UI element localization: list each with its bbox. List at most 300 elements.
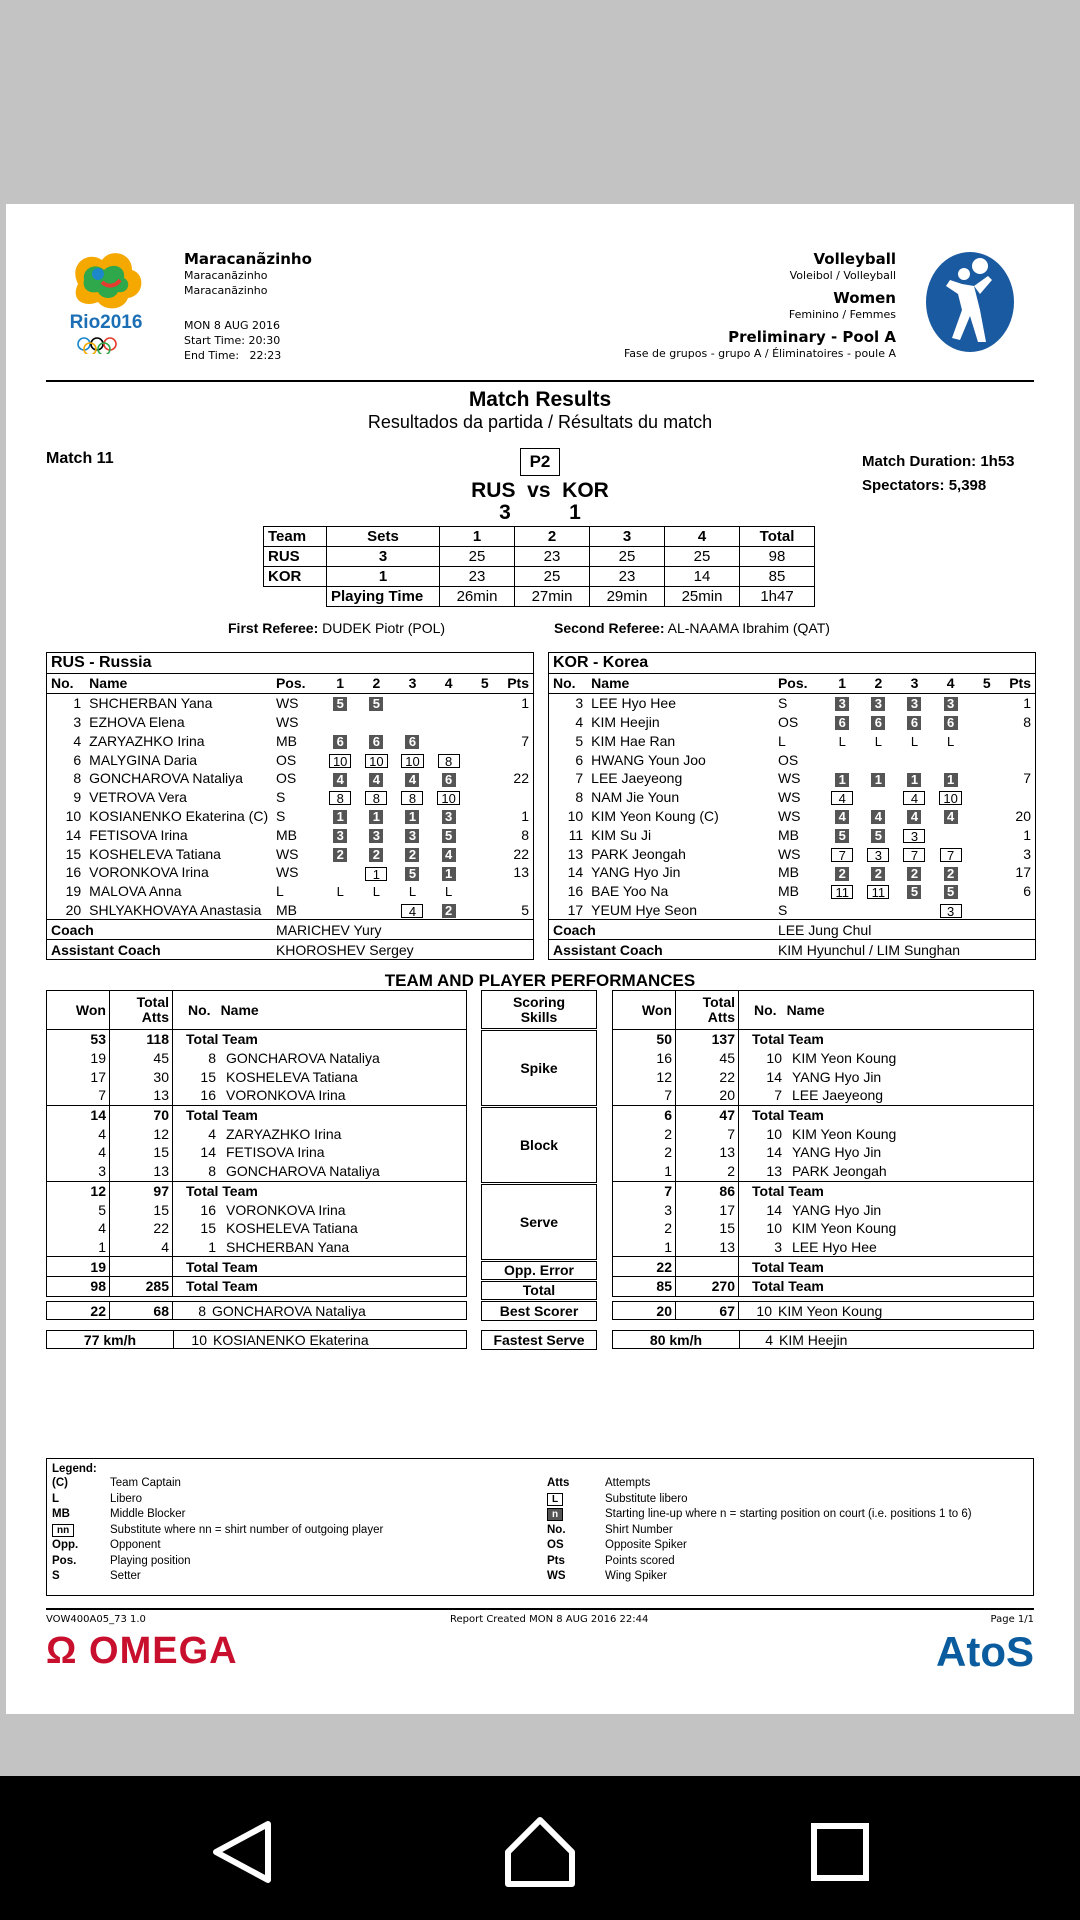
performance-row	[47, 1105, 467, 1124]
legend-desc: Libero	[110, 1492, 142, 1505]
set-lineup-cell	[933, 731, 969, 750]
match-times	[184, 318, 312, 363]
player-name: VORONKOVA Irina	[226, 1201, 346, 1218]
rio2016-logo-icon	[58, 244, 154, 354]
best-atts: 67	[676, 1302, 739, 1320]
player-name: Total Team	[186, 1278, 258, 1295]
coach-row	[549, 920, 1035, 940]
player-name: Total Team	[186, 1258, 258, 1275]
set-lineup-cell	[394, 788, 430, 807]
player-row	[47, 750, 533, 769]
lineup-mark: 10	[939, 791, 961, 805]
player-row	[47, 769, 533, 788]
won-value: 4	[47, 1143, 110, 1162]
roster-header-cell: 5	[969, 674, 1005, 693]
lineup-mark: 6	[944, 716, 958, 730]
scoring-skills-header	[481, 990, 597, 1029]
venue-name-pt: Maracanãzinho	[184, 269, 268, 282]
set-lineup-cell	[322, 901, 358, 920]
player-name: Total Team	[186, 1182, 258, 1199]
set-lineup-cell	[358, 693, 394, 712]
roster-title: KOR - Korea	[549, 653, 1035, 674]
set-lineup-cell	[824, 693, 860, 712]
atts-value: 13	[110, 1086, 173, 1105]
match-duration: Match Duration: 1h53	[862, 453, 1015, 470]
lineup-mark: 5	[907, 885, 921, 899]
set-lineup-cell	[394, 731, 430, 750]
atts-value: 45	[110, 1049, 173, 1068]
player-name: VETROVA Vera	[89, 789, 187, 806]
player-name: LEE Jaeyeong	[792, 1087, 884, 1104]
set-lineup-cell	[322, 788, 358, 807]
atts-value: 17	[676, 1200, 739, 1219]
performance-row	[613, 1105, 1034, 1124]
set-lineup-cell	[933, 901, 969, 920]
header-rule	[46, 380, 1034, 382]
player-cell	[173, 1086, 467, 1105]
player-cell	[173, 1030, 467, 1049]
player-name: Total Team	[752, 1182, 824, 1199]
legend-key	[547, 1508, 563, 1521]
lineup-mark: 2	[871, 867, 885, 881]
lineup-mark: L	[372, 884, 380, 900]
lineup-mark: 8	[438, 754, 460, 768]
performance-row	[47, 1238, 467, 1257]
lineup-mark: 1	[442, 867, 456, 881]
set-lineup-cell	[860, 769, 896, 788]
legend-desc: Middle Blocker	[110, 1508, 186, 1520]
roster-table	[47, 674, 533, 959]
recent-apps-icon[interactable]	[800, 1812, 880, 1892]
player-number: 4	[73, 732, 82, 749]
player-row	[47, 713, 533, 732]
home-icon[interactable]	[500, 1812, 580, 1892]
legend-desc: Substitute libero	[605, 1492, 688, 1505]
coach-name: LEE Jung Chul	[778, 920, 1035, 940]
performance-row	[47, 1143, 467, 1162]
atts-value	[110, 1257, 173, 1277]
player-number: 7	[774, 1087, 782, 1104]
performance-row	[47, 1276, 467, 1296]
player-cell	[739, 1162, 1034, 1181]
legend-desc: Team Captain	[110, 1477, 181, 1489]
time-cell: 1h47	[740, 587, 815, 607]
won-value: 3	[613, 1200, 676, 1219]
match-date: MON 8 AUG 2016	[184, 319, 280, 332]
set-lineup-cell	[824, 807, 860, 826]
player-name: ZARYAZHKO Irina	[89, 732, 205, 749]
player-name: KOSHELEVA Tatiana	[89, 845, 221, 862]
won-value: 1	[613, 1238, 676, 1257]
report-title	[46, 388, 1034, 433]
roster-header-cell: Pts	[503, 674, 533, 693]
player-name: Total Team	[186, 1031, 258, 1048]
player-number: 15	[200, 1068, 216, 1085]
lineup-mark: 5	[369, 697, 383, 711]
set-lineup-cell	[933, 769, 969, 788]
lineup-mark: 5	[442, 829, 456, 843]
volleyball-pictogram-icon	[924, 250, 1016, 354]
player-row	[549, 731, 1035, 750]
roster-header-cell: No.	[549, 674, 591, 693]
player-name: MALOVA Anna	[89, 883, 182, 900]
no-name-header	[173, 991, 467, 1030]
player-cell	[173, 1049, 467, 1068]
player-position: WS	[275, 713, 299, 730]
set-lineup-cell	[322, 844, 358, 863]
skills-label-1: Scoring	[512, 993, 566, 1010]
player-number: 10	[567, 807, 584, 824]
legend-key: No.	[547, 1523, 566, 1536]
empty-cell	[264, 587, 327, 607]
lineup-mark: 2	[369, 848, 383, 862]
player-position: OS	[275, 770, 297, 787]
roster-header-cell: Pts	[1005, 674, 1035, 693]
player-number: 13	[567, 845, 584, 862]
scoreline	[46, 480, 1034, 524]
lineup-mark: 4	[405, 773, 419, 787]
coach-row	[47, 920, 533, 940]
venue-block	[184, 250, 312, 363]
total-label: Total	[136, 994, 169, 1010]
set-lineup-cell	[824, 844, 860, 863]
player-name: SHLYAKHOVAYA Anastasia	[89, 901, 262, 918]
set-lineup-cell	[896, 844, 932, 863]
lineup-mark: 2	[405, 848, 419, 862]
legend-desc: Setter	[110, 1570, 141, 1582]
set-lineup-cell	[860, 713, 896, 732]
player-number: 6	[575, 751, 584, 768]
won-value: 2	[613, 1143, 676, 1162]
set-lineup-cell	[896, 807, 932, 826]
player-name: FETISOVA Irina	[89, 826, 188, 843]
performance-row	[613, 1162, 1034, 1181]
player-name: KIM Yeon Koung	[792, 1125, 897, 1142]
lineup-mark: 2	[835, 867, 849, 881]
set-lineup-cell	[322, 807, 358, 826]
player-number: 9	[73, 789, 82, 806]
player-number: 10	[766, 1125, 782, 1142]
player-cell	[173, 1124, 467, 1143]
player-points: 1	[521, 807, 529, 824]
lineup-mark: 3	[907, 697, 921, 711]
player-position: WS	[777, 770, 801, 787]
header-cell: 3	[590, 527, 665, 547]
performance-row	[613, 1181, 1034, 1200]
player-cell	[173, 1067, 467, 1086]
set-lineup-cell	[467, 769, 503, 788]
player-number: 5	[575, 732, 584, 749]
coach-name: MARICHEV Yury	[276, 920, 533, 940]
player-cell	[739, 1086, 1034, 1105]
player-number: 16	[567, 883, 584, 900]
player-name: LEE Hyo Hee	[591, 695, 676, 712]
player-number: 1	[208, 1238, 216, 1255]
sets-line: 3 1	[499, 501, 581, 524]
set-lineup-cell	[431, 750, 467, 769]
set-lineup-cell	[896, 731, 932, 750]
legend-key: Pts	[547, 1554, 565, 1567]
roster-header-cell: 4	[431, 674, 467, 693]
set-lineup-cell	[860, 807, 896, 826]
player-name: KOSIANENKO Ekaterina (C)	[89, 807, 269, 824]
player-number: 20	[65, 901, 82, 918]
best-scorer-kor	[612, 1301, 1034, 1320]
skill-block: Block	[481, 1107, 597, 1183]
lineup-mark: L	[336, 884, 344, 900]
player-name: GONCHAROVA Nataliya	[89, 770, 243, 787]
lineup-mark: 7	[903, 848, 925, 862]
lineup-mark: 3	[333, 829, 347, 843]
legend-desc: Wing Spiker	[605, 1570, 667, 1582]
total-cell: 85	[740, 567, 815, 587]
won-value: 12	[613, 1067, 676, 1086]
set-lineup-cell	[358, 863, 394, 882]
legend-key	[547, 1493, 563, 1506]
roster-header-cell: Name	[591, 674, 778, 693]
set-lineup-cell	[467, 825, 503, 844]
atts-value: 13	[676, 1143, 739, 1162]
lineup-mark: 1	[944, 773, 958, 787]
player-position: MB	[275, 901, 297, 918]
legend-desc: Starting line-up where n = starting position on court (i.e. positions 1 to 6)	[605, 1508, 972, 1520]
player-number: 8	[208, 1050, 216, 1067]
performance-row	[613, 1200, 1034, 1219]
roster-header-cell: Pos.	[778, 674, 824, 693]
won-value: 85	[613, 1276, 676, 1296]
best-name: GONCHAROVA Nataliya	[209, 1302, 467, 1320]
legend-key: Opp.	[52, 1539, 79, 1551]
player-position: MB	[275, 826, 297, 843]
lineup-mark: 10	[401, 754, 423, 768]
performance-row	[47, 1181, 467, 1200]
team-cell: KOR	[264, 567, 327, 587]
lineup-mark: 8	[365, 791, 387, 805]
score-cell: 23	[515, 547, 590, 567]
set-lineup-cell	[969, 693, 1005, 712]
player-name: FETISOVA Irina	[226, 1144, 325, 1161]
score-cell: 25	[440, 547, 515, 567]
lineup-mark: 10	[437, 791, 459, 805]
won-value: 7	[47, 1086, 110, 1105]
set-lineup-cell	[358, 844, 394, 863]
lineup-mark: 4	[333, 773, 347, 787]
won-value: 6	[613, 1105, 676, 1124]
player-number: 8	[575, 789, 584, 806]
set-lineup-cell	[860, 844, 896, 863]
won-value: 5	[47, 1200, 110, 1219]
player-cell	[173, 1257, 467, 1277]
roster-table	[549, 674, 1035, 959]
atts-value: 97	[110, 1181, 173, 1200]
player-name: HWANG Youn Joo	[591, 751, 706, 768]
set-lineup-cell	[824, 825, 860, 844]
lineup-mark: 3	[369, 829, 383, 843]
won-value: 53	[47, 1030, 110, 1049]
legend-desc: Points scored	[605, 1554, 675, 1567]
set-lineup-cell	[860, 901, 896, 920]
teams-line: RUS vs KOR	[471, 479, 609, 502]
serve-speed: 77 km/h	[47, 1331, 174, 1349]
player-position: WS	[275, 845, 299, 862]
won-value: 2	[613, 1124, 676, 1143]
performance-row	[613, 1030, 1034, 1049]
player-row	[47, 807, 533, 826]
player-name: Total Team	[186, 1107, 258, 1124]
won-value: 14	[47, 1105, 110, 1124]
player-position: L	[275, 883, 284, 900]
lineup-mark: 5	[944, 885, 958, 899]
set-lineup-cell	[431, 713, 467, 732]
player-points: 7	[1023, 770, 1031, 787]
roster-header-cell: 5	[467, 674, 503, 693]
player-cell	[739, 1276, 1034, 1296]
lineup-mark: 3	[903, 829, 925, 843]
no-label: No.	[754, 1001, 777, 1018]
player-points: 1	[1023, 826, 1031, 843]
lineup-mark: 7	[831, 848, 853, 862]
coach-label: Assistant Coach	[549, 940, 778, 959]
player-name: YANG Hyo Jin	[792, 1201, 882, 1218]
set-lineup-cell	[896, 713, 932, 732]
set-lineup-cell	[824, 901, 860, 920]
player-name: Total Team	[752, 1107, 824, 1124]
player-row	[549, 807, 1035, 826]
legend-key: S	[52, 1570, 60, 1582]
header-cell: Total	[740, 527, 815, 547]
fastest-serve-rus	[46, 1330, 467, 1349]
player-number: 13	[766, 1163, 782, 1180]
player-row	[549, 863, 1035, 882]
player-cell	[739, 1143, 1034, 1162]
set-lineup-cell	[431, 825, 467, 844]
assistant-coach-row	[47, 940, 533, 959]
sport-name: Volleyball	[813, 250, 896, 268]
legend-desc: Playing position	[110, 1554, 191, 1567]
set-lineup-cell	[933, 693, 969, 712]
set-lineup-cell	[431, 844, 467, 863]
lineup-mark: 1	[365, 867, 387, 881]
set-lineup-cell	[969, 750, 1005, 769]
performance-row	[47, 1030, 467, 1049]
player-row	[47, 788, 533, 807]
player-cell	[739, 1257, 1034, 1277]
player-points: 1	[1023, 695, 1031, 712]
set-lineup-cell	[933, 825, 969, 844]
best-atts: 68	[110, 1302, 173, 1320]
set-lineup-cell	[860, 825, 896, 844]
set-lineup-cell	[824, 713, 860, 732]
player-position: WS	[777, 789, 801, 806]
won-value: 17	[47, 1067, 110, 1086]
set-lineup-cell	[358, 750, 394, 769]
atts-value: 70	[110, 1105, 173, 1124]
player-number: 15	[200, 1220, 216, 1237]
player-row	[47, 882, 533, 901]
player-number: 10	[766, 1220, 782, 1237]
player-points	[1005, 788, 1035, 807]
player-name: KIM Yeon Koung	[792, 1220, 897, 1237]
legend-key	[52, 1524, 74, 1537]
set-lineup-cell	[896, 750, 932, 769]
player-cell	[739, 1030, 1034, 1049]
set-lineup-cell	[933, 882, 969, 901]
set-lineup-cell	[467, 901, 503, 920]
won-value: 50	[613, 1030, 676, 1049]
set-lineup-cell	[431, 693, 467, 712]
player-position: WS	[275, 864, 299, 881]
performances-kor	[612, 990, 1034, 1297]
lineup-mark: 4	[944, 810, 958, 824]
set-lineup-cell	[358, 807, 394, 826]
sport-name-sub: Voleibol / Volleyball	[789, 269, 896, 282]
atts-value: 270	[676, 1276, 739, 1296]
lineup-mark: 5	[333, 697, 347, 711]
player-row	[549, 844, 1035, 863]
set-lineup-cell	[467, 807, 503, 826]
won-header: Won	[47, 991, 110, 1030]
won-value: 2	[613, 1219, 676, 1238]
player-number: 16	[65, 864, 82, 881]
roster-header-cell: 3	[394, 674, 430, 693]
player-name: KOSHELEVA Tatiana	[226, 1068, 358, 1085]
player-cell	[739, 1181, 1034, 1200]
performance-row	[613, 1124, 1034, 1143]
set-lineup-cell	[933, 863, 969, 882]
back-icon[interactable]	[202, 1812, 282, 1892]
set-lineup-cell	[322, 882, 358, 901]
won-value: 4	[47, 1219, 110, 1238]
lineup-mark: 7	[940, 848, 962, 862]
time-cell: 25min	[665, 587, 740, 607]
score-cell: 25	[665, 547, 740, 567]
lineup-mark: 2	[907, 867, 921, 881]
gender: Women	[833, 289, 896, 307]
atts-value: 45	[676, 1049, 739, 1068]
player-name: Total Team	[752, 1278, 824, 1295]
coach-name: KHOROSHEV Sergey	[276, 940, 533, 959]
set-lineup-cell	[969, 731, 1005, 750]
player-row	[549, 825, 1035, 844]
lineup-mark: 5	[871, 829, 885, 843]
player-number: 14	[567, 864, 584, 881]
fastest-serve-label: Fastest Serve	[481, 1330, 597, 1350]
performance-row	[613, 1257, 1034, 1277]
lineup-mark: 10	[329, 754, 351, 768]
lineup-mark: 6	[369, 735, 383, 749]
set-lineup-cell	[467, 693, 503, 712]
player-number: 14	[65, 826, 82, 843]
set-lineup-cell	[394, 713, 430, 732]
player-points	[503, 882, 533, 901]
skill-spike: Spike	[481, 1030, 597, 1106]
header-cell: 2	[515, 527, 590, 547]
player-name: YANG Hyo Jin	[792, 1068, 882, 1085]
set-lineup-cell	[969, 901, 1005, 920]
lineup-mark: 1	[369, 810, 383, 824]
atts-value: 86	[676, 1181, 739, 1200]
set-lineup-cell	[431, 901, 467, 920]
performance-row	[613, 1219, 1034, 1238]
lineup-mark: 1	[871, 773, 885, 787]
player-number: 3	[73, 713, 82, 730]
roster-header-cell: 4	[933, 674, 969, 693]
set-lineup-cell	[467, 750, 503, 769]
set-lineup-cell	[431, 807, 467, 826]
legend-key: Pos.	[52, 1554, 77, 1567]
player-name: KIM Hae Ran	[591, 732, 676, 749]
player-cell	[739, 1105, 1034, 1124]
